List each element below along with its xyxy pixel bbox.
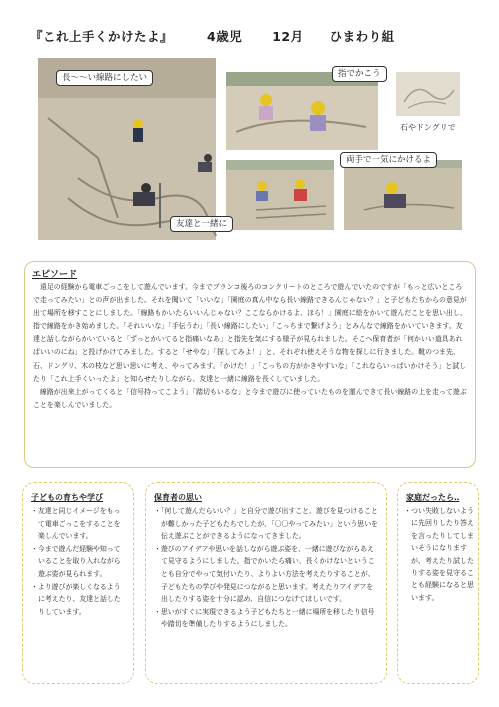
age-label: 4歳児 bbox=[207, 29, 243, 44]
page-title bbox=[30, 26, 470, 46]
teacher-box bbox=[145, 482, 387, 684]
photo-both-hands bbox=[344, 155, 462, 230]
title-text: 『これ上手くかけたよ』 bbox=[30, 29, 174, 44]
home-list bbox=[404, 505, 474, 604]
growth-heading: 子どもの育ちや学び bbox=[31, 493, 103, 502]
list-item: ・今まで遊んだ経験や知っていることを取り入れながら遊ぶ姿が見られます。 bbox=[31, 544, 121, 578]
caption-finger-drawing: 指でかこう bbox=[332, 66, 387, 82]
episode-paragraph: 遠足の経験から電車ごっこをして遊んでいます。今までブランコ後ろのコンクリートのところで遊んでいたのですが「もっと広いところで走ってみたい」との声が出ました。それを聞いて「いいな」「園庭の真ん中なら長い線路できるんじゃない？」と子どもたちからの意見が出て場所を移すことにしました。「線路もかいたらいいんじゃない？ここならかけるよ、ほら！」園庭に絵をかいて遊んだことを思い出し、指で線路をかき始めました。「それいいな」「手伝うわ」「長い線路にしたい」「こっちまで繋げよう」とみんなで線路をかいていきます。友達と話しながらかいていると「ずっとかいてると指痛いなあ」と指先を気にする様子が見られました。そこへ保育者が「何かいい道具あればいいのにね」と投げかけてみました。すると「せやな」「探してみよ！」と、それぞれ使えそうな物を探しに行きました。靴のつま先、石、ドングリ、木の枝など思い思いに考え、やってみます。「かけた！」「こっちの方がかきやすいな」「これならいっぱいかけそう」と試したり「これ上手くいったよ」と知らせたりしながら、友達と一緒に線路を長くしていました。 bbox=[33, 283, 467, 383]
episode-paragraph: 線路が出来上がってくると「信号持ってこよう」「踏切もいるな」と今まで遊びに使っていたものを運んできて長い線路の上を走って遊ぶことを楽しんでいました。 bbox=[33, 387, 467, 409]
caption-stones-acorns: 石やドングリで bbox=[400, 123, 456, 132]
caption-both-hands: 両手で一気にかけるよ bbox=[340, 152, 437, 168]
episode-heading: エピソード bbox=[32, 270, 78, 280]
list-item: ・友達と同じイメージをもって電車ごっこをすることを楽しんでいます。 bbox=[31, 507, 121, 541]
growth-list bbox=[31, 505, 127, 618]
photo-long-railway bbox=[38, 58, 216, 240]
photo-finger-drawing bbox=[226, 69, 381, 150]
teacher-heading: 保育者の思い bbox=[154, 493, 202, 502]
photo-stones-acorns-image bbox=[396, 72, 460, 116]
list-item: ・遊びのアイデアや思いを話しながら遊ぶ姿を、一緒に遊びながらあえて見守るようにしました。指でかいたら痛い、長くかけないということも自分でやって気付いたり、よりよい方法を考えたりすることが、子どもたちの学びや発見につながると思います。考えたりアイデアを出したりする姿を十分に認め、自信につなげてほしいです。 bbox=[154, 544, 375, 604]
episode-box bbox=[24, 261, 476, 468]
month-label: 12月 bbox=[272, 29, 304, 44]
photo-both-hands-image bbox=[344, 160, 462, 230]
caption-long-railway: 長〜〜い線路にしたい bbox=[56, 70, 153, 86]
list-item: ・「何して遊んだらいい？」と自分で遊び出すこと、遊びを見つけることが難しかった子どもたちでしたが、「〇〇やってみたい」という思いを伝え遊ぶことができるようになってきました。 bbox=[154, 507, 378, 541]
episode-body bbox=[33, 281, 469, 412]
photo-with-friend bbox=[176, 160, 334, 230]
caption-with-friend: 友達と一緒に bbox=[170, 216, 233, 232]
home-heading: 家庭だったら‥ bbox=[406, 493, 460, 502]
growth-box bbox=[22, 482, 134, 684]
photo-finger-drawing-image bbox=[226, 72, 378, 150]
list-item: ・思いがすぐに実現できるよう子どもたちと一緒に場所を移したり信号や踏切を準備したりするようにしました。 bbox=[154, 607, 375, 629]
list-item: ・つい失敗しないように先回りしたり答えを言ったりしてしまいそうになりますが、考えたり試したりする姿を見守ることも経験になると思います。 bbox=[404, 507, 474, 602]
teacher-list bbox=[154, 505, 380, 631]
home-box bbox=[397, 482, 479, 684]
list-item: ・より遊びが楽しくなるように考えたり、友達と話したりしています。 bbox=[31, 582, 121, 616]
photo-with-friend-image bbox=[226, 160, 334, 230]
photo-stones-acorns bbox=[396, 72, 460, 116]
class-label: ひまわり組 bbox=[329, 29, 395, 44]
